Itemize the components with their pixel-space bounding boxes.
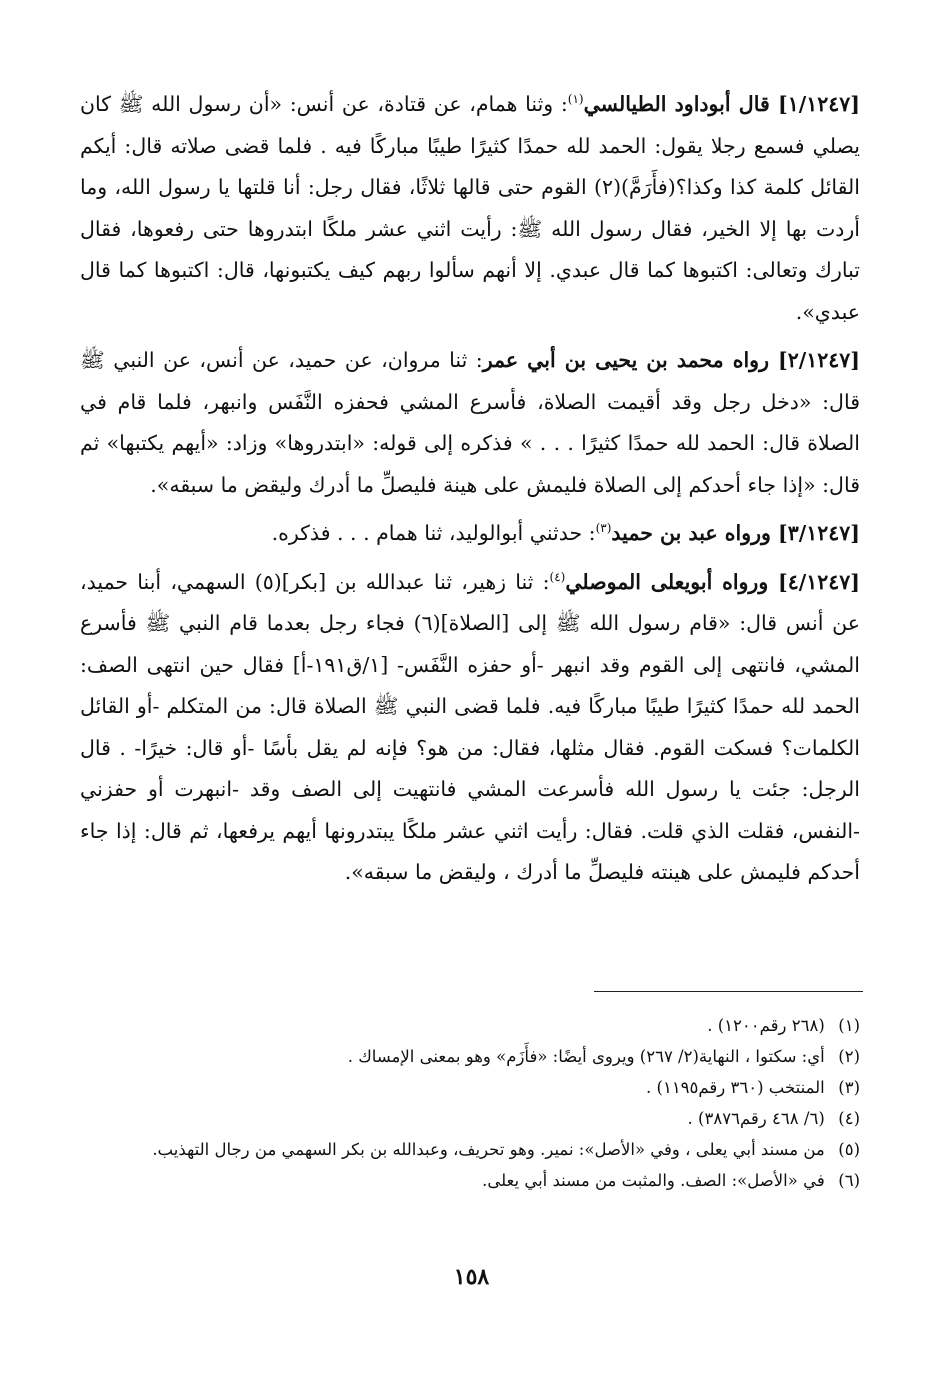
footnote-2 bbox=[80, 1041, 860, 1072]
footnote-separator bbox=[594, 991, 863, 992]
footnote-text: (٢٦٨ رقم١٢٠٠) . bbox=[707, 1016, 825, 1035]
footnote-text: المنتخب (٣٦٠ رقم١١٩٥) . bbox=[646, 1078, 825, 1097]
paragraph-text: : ثنا مروان، عن حميد، عن أنس، عن النبي ﷺ قال: «دخل رجل وقد أقيمت الصلاة، فأسرع المشي فحفزه النَّفَس وانبهر، فلما قام في الصلاة قال: الحمد لله حمدًا كثيرًا . . . » فذكره إلى قوله: «ابتدروها» وزاد: «أيهم يكتبها» ثم قال: «إذا جاء أحدكم إلى الصلاة فليمش على هينة فليصلِّ ما أدرك وليقض ما سبقه». bbox=[80, 348, 860, 497]
paragraph-text: : حدثني أبوالوليد، ثنا همام . . . فذكره. bbox=[271, 521, 596, 545]
paragraph-label: [٤/١٢٤٧] ورواه أبويعلى الموصلي bbox=[565, 569, 860, 594]
footnote-6 bbox=[80, 1165, 860, 1196]
footnote-text: أي: سكتوا ، النهاية(٢/ ٢٦٧) ويروى أيضًا: «فأَزَم» وهو بمعنى الإمساك . bbox=[347, 1047, 825, 1066]
footnote-ref: (٣) bbox=[595, 521, 612, 536]
main-text bbox=[80, 84, 860, 901]
footnote-number: (١) bbox=[838, 1016, 860, 1035]
paragraph-3 bbox=[80, 513, 860, 555]
paragraph-label: [٢/١٢٤٧] رواه محمد بن يحيى بن أبي عمر bbox=[482, 348, 860, 372]
footnote-text: في «الأصل»: الصف. والمثبت من مسند أبي يعلى. bbox=[482, 1171, 825, 1190]
footnote-3 bbox=[80, 1072, 860, 1103]
footnote-number: (٤) bbox=[838, 1109, 860, 1128]
footnote-number: (٢) bbox=[838, 1047, 860, 1066]
paragraph-1 bbox=[80, 84, 860, 333]
footnote-1 bbox=[80, 1010, 860, 1041]
paragraph-2 bbox=[80, 340, 860, 506]
footnote-number: (٦) bbox=[838, 1171, 860, 1190]
page-number: ١٥٨ bbox=[453, 1264, 490, 1290]
footnote-number: (٥) bbox=[838, 1140, 860, 1159]
footnote-number: (٣) bbox=[838, 1078, 860, 1097]
footnote-text: من مسند أبي يعلى ، وفي «الأصل»: نمير. وهو تحريف، وعبدالله بن بكر السهمي من رجال التهذيب. bbox=[152, 1140, 825, 1159]
footnotes bbox=[80, 1010, 860, 1196]
footnote-ref: (٤) bbox=[549, 569, 566, 584]
footnote-4 bbox=[80, 1103, 860, 1134]
footnote-ref: (١) bbox=[567, 92, 584, 107]
paragraph-label: [١/١٢٤٧] قال أبوداود الطيالسي bbox=[583, 92, 860, 116]
paragraph-4 bbox=[80, 562, 860, 894]
footnote-text: (٦/ ٤٦٨ رقم٣٨٧٦) . bbox=[687, 1109, 825, 1128]
footnote-5 bbox=[80, 1134, 860, 1165]
paragraph-label: [٣/١٢٤٧] ورواه عبد بن حميد bbox=[611, 521, 860, 545]
paragraph-text: : وثنا همام، عن قتادة، عن أنس: «أن رسول الله ﷺ كان يصلي فسمع رجلا يقول: الحمد لله حمدًا كثيرًا طيبًا مباركًا فيه . فلما قضى صلاته قال: أيكم القائل كلمة كذا وكذا؟(فأَرَمَّ)(٢) القوم حتى قالها ثلاثًا، فقال رجل: أنا قلتها يا رسول الله، وما أردت بها إلا الخير، فقال رسول الله ﷺ: رأيت اثني عشر ملكًا ابتدروها حتى رفعوها، فقال تبارك وتعالى: اكتبوها كما قال عبدي. إلا أنهم سألوا ربهم كيف يكتبونها، قال: اكتبوها كما قال عبدي». bbox=[80, 92, 860, 324]
paragraph-text: : ثنا زهير، ثنا عبدالله بن [بكر](٥) السهمي، أبنا حميد، عن أنس قال: «قام رسول الله ﷺ إلى [الصلاة](٦) فجاء رجل بعدما قام النبي ﷺ فأسرع المشي، فانتهى إلى القوم وقد انبهر -أو حفزه النَّفَس- [١/ق١٩١-أ] فقال حين انتهى الصف: الحمد لله حمدًا كثيرًا طيبًا مباركًا فيه. فلما قضى النبي ﷺ الصلاة قال: من المتكلم -أو القائل الكلمات؟ فسكت القوم. فقال مثلها، فقال: من هو؟ فإنه لم يقل بأسًا -أو قال: خيرًا- . قال الرجل: جئت يا رسول الله فأسرعت المشي فانتهيت إلى الصف وقد -انبهرت أو حفزني -النفس، فقلت الذي قلت. فقال: رأيت اثني عشر ملكًا يبتدرونها أيهم يرفعها، ثم قال: إذا جاء أحدكم فليمش على هينته فليصلِّ ما أدرك ، وليقض ما سبقه». bbox=[80, 569, 860, 884]
